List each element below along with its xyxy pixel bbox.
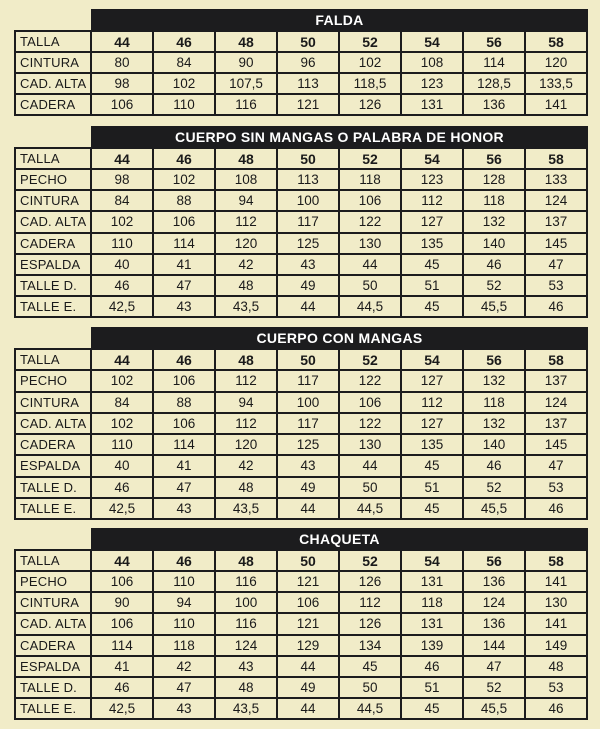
measurement-cell: 44 <box>340 456 400 475</box>
size-header: 48 <box>216 32 276 51</box>
measurement-cell: 102 <box>154 74 214 93</box>
measurement-cell: 40 <box>92 255 152 274</box>
measurement-cell: 131 <box>402 95 462 114</box>
size-header: 56 <box>464 350 524 369</box>
measurement-cell: 44,5 <box>340 297 400 316</box>
row-label: PECHO <box>16 371 90 390</box>
measurement-cell: 131 <box>402 614 462 633</box>
measurement-cell: 47 <box>154 276 214 295</box>
measurement-cell: 145 <box>526 435 586 454</box>
measurement-cell: 106 <box>154 212 214 231</box>
measurement-cell: 110 <box>92 234 152 253</box>
row-label: CINTURA <box>16 593 90 612</box>
measurement-cell: 145 <box>526 234 586 253</box>
measurement-cell: 141 <box>526 95 586 114</box>
row-label: CAD. ALTA <box>16 414 90 433</box>
measurement-cell: 117 <box>278 414 338 433</box>
measurement-cell: 45,5 <box>464 499 524 518</box>
size-table <box>14 549 588 720</box>
measurement-cell: 118 <box>464 393 524 412</box>
measurement-cell: 128,5 <box>464 74 524 93</box>
measurement-cell: 108 <box>216 170 276 189</box>
row-label: PECHO <box>16 170 90 189</box>
measurement-cell: 42,5 <box>92 297 152 316</box>
size-header: 58 <box>526 350 586 369</box>
measurement-cell: 114 <box>92 636 152 655</box>
measurement-cell: 112 <box>216 371 276 390</box>
measurement-cell: 84 <box>92 191 152 210</box>
measurement-cell: 42,5 <box>92 499 152 518</box>
measurement-cell: 90 <box>92 593 152 612</box>
row-label: CADERA <box>16 435 90 454</box>
row-label: CAD. ALTA <box>16 614 90 633</box>
measurement-cell: 123 <box>402 170 462 189</box>
measurement-cell: 135 <box>402 435 462 454</box>
measurement-cell: 130 <box>526 593 586 612</box>
measurement-cell: 118 <box>402 593 462 612</box>
measurement-cell: 47 <box>464 657 524 676</box>
measurement-cell: 116 <box>216 95 276 114</box>
measurement-cell: 46 <box>526 699 586 718</box>
section-title: CUERPO SIN MANGAS O PALABRA DE HONOR <box>91 126 588 147</box>
measurement-cell: 126 <box>340 95 400 114</box>
measurement-cell: 53 <box>526 678 586 697</box>
row-label: TALLE D. <box>16 678 90 697</box>
measurement-cell: 46 <box>92 478 152 497</box>
row-label: TALLE E. <box>16 499 90 518</box>
measurement-cell: 41 <box>154 456 214 475</box>
measurement-cell: 98 <box>92 170 152 189</box>
measurement-cell: 46 <box>402 657 462 676</box>
measurement-cell: 118,5 <box>340 74 400 93</box>
measurement-cell: 135 <box>402 234 462 253</box>
size-header: 50 <box>278 551 338 570</box>
measurement-cell: 49 <box>278 678 338 697</box>
measurement-cell: 130 <box>340 234 400 253</box>
size-header: 46 <box>154 350 214 369</box>
measurement-cell: 43 <box>154 297 214 316</box>
measurement-cell: 84 <box>92 393 152 412</box>
measurement-cell: 45 <box>402 297 462 316</box>
measurement-cell: 127 <box>402 212 462 231</box>
measurement-cell: 88 <box>154 393 214 412</box>
measurement-cell: 47 <box>154 678 214 697</box>
size-header: 58 <box>526 149 586 168</box>
measurement-cell: 40 <box>92 456 152 475</box>
measurement-cell: 48 <box>216 276 276 295</box>
measurement-cell: 102 <box>340 53 400 72</box>
measurement-cell: 50 <box>340 478 400 497</box>
measurement-cell: 50 <box>340 276 400 295</box>
measurement-cell: 122 <box>340 414 400 433</box>
section-title: CHAQUETA <box>91 528 588 549</box>
measurement-cell: 46 <box>464 456 524 475</box>
size-header: 44 <box>92 149 152 168</box>
size-header: 58 <box>526 32 586 51</box>
header-label: TALLA <box>16 350 90 369</box>
measurement-cell: 100 <box>278 191 338 210</box>
measurement-cell: 44,5 <box>340 499 400 518</box>
measurement-cell: 49 <box>278 478 338 497</box>
measurement-cell: 112 <box>216 414 276 433</box>
measurement-cell: 48 <box>216 478 276 497</box>
measurement-cell: 53 <box>526 478 586 497</box>
measurement-cell: 112 <box>216 212 276 231</box>
measurement-cell: 49 <box>278 276 338 295</box>
measurement-cell: 108 <box>402 53 462 72</box>
row-label: TALLE D. <box>16 478 90 497</box>
measurement-cell: 102 <box>92 414 152 433</box>
measurement-cell: 42 <box>154 657 214 676</box>
size-header: 52 <box>340 149 400 168</box>
size-header: 50 <box>278 32 338 51</box>
size-header: 48 <box>216 149 276 168</box>
measurement-cell: 125 <box>278 234 338 253</box>
measurement-cell: 44 <box>278 297 338 316</box>
measurement-cell: 41 <box>154 255 214 274</box>
measurement-cell: 118 <box>340 170 400 189</box>
measurement-cell: 124 <box>464 593 524 612</box>
measurement-cell: 121 <box>278 95 338 114</box>
measurement-cell: 125 <box>278 435 338 454</box>
measurement-cell: 113 <box>278 170 338 189</box>
row-label: CINTURA <box>16 393 90 412</box>
measurement-cell: 136 <box>464 572 524 591</box>
measurement-cell: 106 <box>92 614 152 633</box>
row-label: CINTURA <box>16 191 90 210</box>
size-header: 44 <box>92 350 152 369</box>
measurement-cell: 51 <box>402 276 462 295</box>
measurement-cell: 43 <box>278 255 338 274</box>
measurement-cell: 47 <box>526 456 586 475</box>
size-header: 50 <box>278 149 338 168</box>
measurement-cell: 133 <box>526 170 586 189</box>
measurement-cell: 98 <box>92 74 152 93</box>
measurement-cell: 137 <box>526 371 586 390</box>
measurement-cell: 45,5 <box>464 297 524 316</box>
measurement-cell: 112 <box>340 593 400 612</box>
measurement-cell: 107,5 <box>216 74 276 93</box>
row-label: CAD. ALTA <box>16 74 90 93</box>
measurement-cell: 121 <box>278 614 338 633</box>
size-header: 52 <box>340 32 400 51</box>
size-header: 46 <box>154 149 214 168</box>
measurement-cell: 116 <box>216 614 276 633</box>
measurement-cell: 110 <box>92 435 152 454</box>
row-label: ESPALDA <box>16 255 90 274</box>
measurement-cell: 124 <box>216 636 276 655</box>
measurement-cell: 129 <box>278 636 338 655</box>
measurement-cell: 132 <box>464 212 524 231</box>
measurement-cell: 44 <box>278 657 338 676</box>
header-label: TALLA <box>16 551 90 570</box>
row-label: TALLE E. <box>16 297 90 316</box>
measurement-cell: 53 <box>526 276 586 295</box>
measurement-cell: 52 <box>464 678 524 697</box>
measurement-cell: 106 <box>154 414 214 433</box>
measurement-cell: 149 <box>526 636 586 655</box>
measurement-cell: 127 <box>402 371 462 390</box>
measurement-cell: 88 <box>154 191 214 210</box>
measurement-cell: 137 <box>526 414 586 433</box>
measurement-cell: 131 <box>402 572 462 591</box>
measurement-cell: 113 <box>278 74 338 93</box>
measurement-cell: 120 <box>526 53 586 72</box>
measurement-cell: 46 <box>92 678 152 697</box>
measurement-cell: 80 <box>92 53 152 72</box>
row-label: TALLE D. <box>16 276 90 295</box>
measurement-cell: 45 <box>402 255 462 274</box>
size-header: 54 <box>402 551 462 570</box>
measurement-cell: 43,5 <box>216 499 276 518</box>
measurement-cell: 45 <box>402 699 462 718</box>
measurement-cell: 124 <box>526 191 586 210</box>
measurement-cell: 48 <box>216 678 276 697</box>
measurement-cell: 46 <box>526 499 586 518</box>
size-header: 48 <box>216 551 276 570</box>
measurement-cell: 123 <box>402 74 462 93</box>
measurement-cell: 136 <box>464 95 524 114</box>
measurement-cell: 116 <box>216 572 276 591</box>
header-label: TALLA <box>16 149 90 168</box>
measurement-cell: 96 <box>278 53 338 72</box>
measurement-cell: 110 <box>154 614 214 633</box>
measurement-cell: 46 <box>464 255 524 274</box>
measurement-cell: 106 <box>92 572 152 591</box>
measurement-cell: 110 <box>154 572 214 591</box>
measurement-cell: 126 <box>340 614 400 633</box>
measurement-cell: 120 <box>216 234 276 253</box>
measurement-cell: 48 <box>526 657 586 676</box>
measurement-cell: 117 <box>278 212 338 231</box>
size-header: 52 <box>340 350 400 369</box>
measurement-cell: 42,5 <box>92 699 152 718</box>
size-header: 46 <box>154 551 214 570</box>
measurement-cell: 47 <box>154 478 214 497</box>
measurement-cell: 144 <box>464 636 524 655</box>
size-header: 50 <box>278 350 338 369</box>
measurement-cell: 52 <box>464 276 524 295</box>
row-label: CAD. ALTA <box>16 212 90 231</box>
measurement-cell: 51 <box>402 478 462 497</box>
measurement-cell: 127 <box>402 414 462 433</box>
measurement-cell: 122 <box>340 371 400 390</box>
measurement-cell: 134 <box>340 636 400 655</box>
measurement-cell: 141 <box>526 614 586 633</box>
size-header: 54 <box>402 149 462 168</box>
section-title: CUERPO CON MANGAS <box>91 327 588 348</box>
measurement-cell: 43 <box>278 456 338 475</box>
measurement-cell: 106 <box>278 593 338 612</box>
measurement-cell: 126 <box>340 572 400 591</box>
measurement-cell: 44 <box>278 699 338 718</box>
measurement-cell: 114 <box>154 234 214 253</box>
row-label: CADERA <box>16 234 90 253</box>
size-header: 58 <box>526 551 586 570</box>
size-header: 54 <box>402 32 462 51</box>
measurement-cell: 100 <box>216 593 276 612</box>
row-label: CADERA <box>16 636 90 655</box>
measurement-cell: 43 <box>154 499 214 518</box>
size-header: 46 <box>154 32 214 51</box>
measurement-cell: 102 <box>154 170 214 189</box>
measurement-cell: 84 <box>154 53 214 72</box>
measurement-cell: 44 <box>278 499 338 518</box>
measurement-cell: 45 <box>340 657 400 676</box>
measurement-cell: 45 <box>402 456 462 475</box>
measurement-cell: 100 <box>278 393 338 412</box>
measurement-cell: 118 <box>464 191 524 210</box>
measurement-cell: 43,5 <box>216 297 276 316</box>
measurement-cell: 132 <box>464 414 524 433</box>
measurement-cell: 94 <box>154 593 214 612</box>
measurement-cell: 139 <box>402 636 462 655</box>
measurement-cell: 41 <box>92 657 152 676</box>
measurement-cell: 141 <box>526 572 586 591</box>
measurement-cell: 45,5 <box>464 699 524 718</box>
row-label: PECHO <box>16 572 90 591</box>
measurement-cell: 44 <box>340 255 400 274</box>
measurement-cell: 122 <box>340 212 400 231</box>
row-label: CINTURA <box>16 53 90 72</box>
measurement-cell: 112 <box>402 191 462 210</box>
measurement-cell: 112 <box>402 393 462 412</box>
measurement-cell: 46 <box>92 276 152 295</box>
measurement-cell: 42 <box>216 456 276 475</box>
measurement-cell: 124 <box>526 393 586 412</box>
size-header: 52 <box>340 551 400 570</box>
measurement-cell: 121 <box>278 572 338 591</box>
measurement-cell: 44,5 <box>340 699 400 718</box>
row-label: TALLE E. <box>16 699 90 718</box>
measurement-cell: 94 <box>216 393 276 412</box>
measurement-cell: 43 <box>216 657 276 676</box>
measurement-cell: 140 <box>464 435 524 454</box>
measurement-cell: 106 <box>154 371 214 390</box>
measurement-cell: 102 <box>92 212 152 231</box>
measurement-cell: 128 <box>464 170 524 189</box>
size-header: 48 <box>216 350 276 369</box>
section-title: FALDA <box>91 9 588 30</box>
size-header: 56 <box>464 551 524 570</box>
measurement-cell: 50 <box>340 678 400 697</box>
measurement-cell: 130 <box>340 435 400 454</box>
size-header: 56 <box>464 32 524 51</box>
measurement-cell: 52 <box>464 478 524 497</box>
measurement-cell: 106 <box>340 191 400 210</box>
measurement-cell: 51 <box>402 678 462 697</box>
measurement-cell: 136 <box>464 614 524 633</box>
measurement-cell: 114 <box>464 53 524 72</box>
measurement-cell: 46 <box>526 297 586 316</box>
measurement-cell: 42 <box>216 255 276 274</box>
row-label: ESPALDA <box>16 456 90 475</box>
measurement-cell: 43 <box>154 699 214 718</box>
measurement-cell: 43,5 <box>216 699 276 718</box>
row-label: CADERA <box>16 95 90 114</box>
measurement-cell: 133,5 <box>526 74 586 93</box>
row-label: ESPALDA <box>16 657 90 676</box>
measurement-cell: 106 <box>340 393 400 412</box>
measurement-cell: 110 <box>154 95 214 114</box>
measurement-cell: 90 <box>216 53 276 72</box>
measurement-cell: 118 <box>154 636 214 655</box>
measurement-cell: 102 <box>92 371 152 390</box>
size-header: 44 <box>92 32 152 51</box>
measurement-cell: 120 <box>216 435 276 454</box>
measurement-cell: 45 <box>402 499 462 518</box>
measurement-cell: 114 <box>154 435 214 454</box>
measurement-cell: 47 <box>526 255 586 274</box>
measurement-cell: 132 <box>464 371 524 390</box>
measurement-cell: 94 <box>216 191 276 210</box>
measurement-cell: 140 <box>464 234 524 253</box>
header-label: TALLA <box>16 32 90 51</box>
size-header: 54 <box>402 350 462 369</box>
measurement-cell: 137 <box>526 212 586 231</box>
measurement-cell: 117 <box>278 371 338 390</box>
measurement-cell: 106 <box>92 95 152 114</box>
size-header: 44 <box>92 551 152 570</box>
size-header: 56 <box>464 149 524 168</box>
